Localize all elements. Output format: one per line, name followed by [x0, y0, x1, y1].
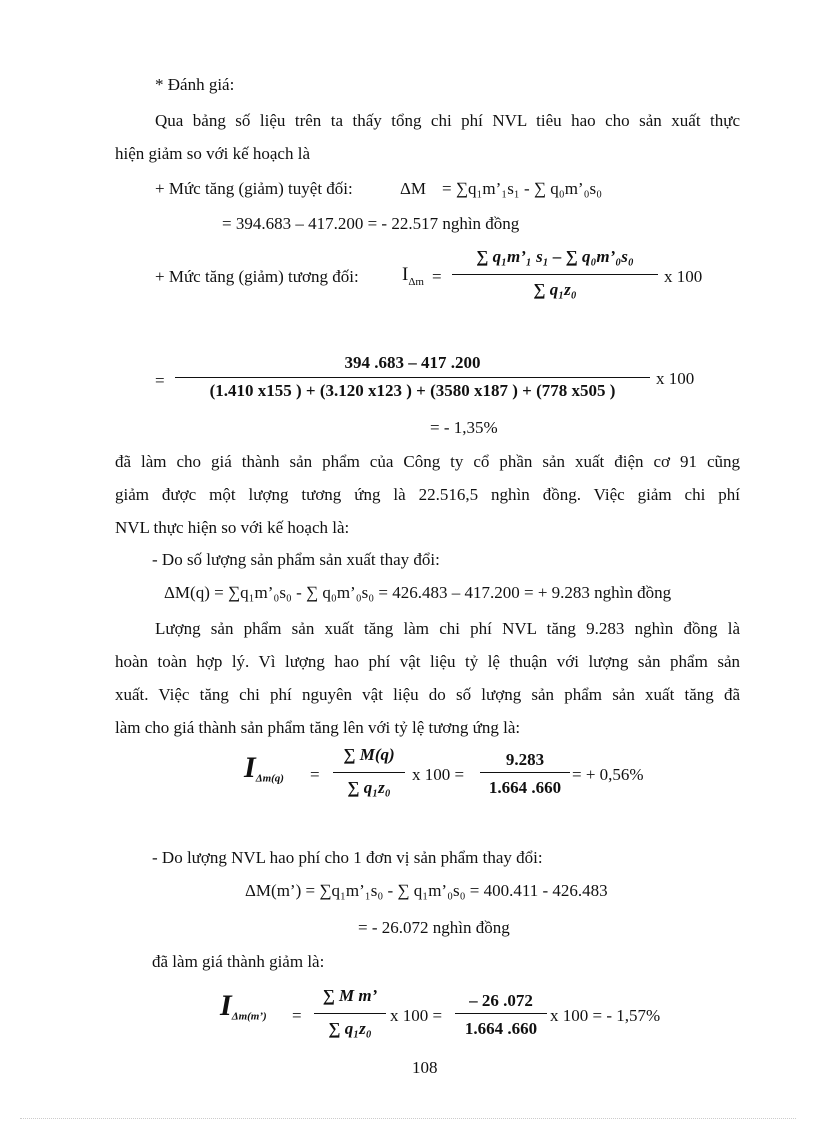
material-index-multiplier: x 100 =: [390, 1006, 443, 1025]
relative-multiplier: x 100: [664, 267, 703, 286]
quantity-formula: ΔM(q) = ∑q₁m’₀s₀ - ∑ q₀m’₀s₀ = 426.483 – 417.200 = + 9.283 nghìn đồng: [164, 583, 672, 602]
quantity-index-value-fraction-bar: [480, 772, 570, 773]
absolute-change-label: + Mức tăng (giảm) tuyệt đối:: [155, 179, 353, 198]
relative-denominator: ∑ q₁z₀: [533, 280, 577, 299]
calc-equals: =: [155, 371, 165, 390]
absolute-change-symbol: ΔM: [400, 179, 427, 198]
quantity-heading: - Do số lượng sản phẩm sản xuất thay đổi:: [152, 550, 440, 569]
quantity-index-numerator-value: 9.283: [505, 750, 545, 769]
paragraph-3-line-4: làm cho giá thành sản phẩm tăng lên với tỷ lệ tương ứng là:: [115, 718, 521, 737]
material-heading: - Do lượng NVL hao phí cho 1 đơn vị sản phẩm thay đổi:: [152, 848, 543, 867]
relative-index-symbol: $I_{\Delta m}$: [402, 264, 424, 288]
paragraph-2-line-1: đã làm cho giá thành sản phẩm của Công ty cổ phần sản xuất điện cơ 91 cũng: [115, 452, 740, 471]
calc-multiplier: x 100: [656, 369, 695, 388]
quantity-index-equals: =: [310, 765, 320, 784]
calc-numerator: 394 .683 – 417 .200: [344, 353, 481, 372]
relative-change-label: + Mức tăng (giảm) tương đối:: [155, 267, 359, 286]
quantity-index-denominator-value: 1.664 .660: [488, 778, 562, 797]
quantity-index-denominator: ∑ q₁z₀: [347, 778, 391, 797]
relative-fraction-bar: [452, 274, 658, 275]
quantity-index-numerator: ∑ M(q): [343, 745, 395, 764]
material-index-symbol: $I_{\Delta m(m’)}$: [220, 989, 267, 1023]
absolute-change-formula: = ∑q₁m’₁s₁ - ∑ q₀m’₀s₀: [442, 179, 603, 198]
material-conclusion: đã làm giá thành giảm là:: [152, 952, 325, 971]
paragraph-1-line-1: Qua bảng số liệu trên ta thấy tổng chi phí NVL tiêu hao cho sản xuất thực: [155, 111, 740, 130]
page-footer-rule: [20, 1118, 796, 1119]
material-index-denominator: ∑ q₁z₀: [328, 1019, 372, 1038]
material-index-fraction-bar: [314, 1013, 386, 1014]
material-index-denominator-value: 1.664 .660: [464, 1019, 538, 1038]
paragraph-3-line-2: hoàn toàn hợp lý. Vì lượng hao phí vật liệu tỷ lệ thuận với lượng sản phẩm sản: [115, 652, 740, 671]
absolute-change-result: = 394.683 – 417.200 = - 22.517 nghìn đồng: [222, 214, 520, 233]
quantity-index-fraction-bar: [333, 772, 405, 773]
material-formula: ΔM(m’) = ∑q₁m’₁s₀ - ∑ q₁m’₀s₀ = 400.411 - 426.483: [245, 881, 608, 900]
paragraph-1-line-2: hiện giảm so với kế hoạch là: [115, 144, 310, 163]
paragraph-3-line-1: Lượng sản phẩm sản xuất tăng làm chi phí NVL tăng 9.283 nghìn đồng là: [155, 619, 740, 638]
quantity-index-result: = + 0,56%: [572, 765, 644, 784]
quantity-index-symbol: $I_{\Delta m(q)}$: [244, 751, 284, 785]
material-index-numerator: ∑ M m’: [322, 986, 378, 1005]
material-index-result: x 100 = - 1,57%: [550, 1006, 661, 1025]
calc-result: = - 1,35%: [430, 418, 498, 437]
paragraph-2-line-2: giảm được một lượng tương ứng là 22.516,5 nghìn đồng. Việc giảm chi phí: [115, 485, 740, 504]
calc-denominator: (1.410 x155 ) + (3.120 x123 ) + (3580 x187 ) + (778 x505 ): [209, 381, 616, 400]
page-number: 108: [412, 1058, 438, 1077]
material-index-equals: =: [292, 1006, 302, 1025]
relative-numerator: ∑ q₁m’₁ s₁ – ∑ q₀m’₀s₀: [476, 247, 634, 266]
material-result: = - 26.072 nghìn đồng: [358, 918, 510, 937]
material-index-numerator-value: – 26 .072: [469, 991, 533, 1010]
relative-equals: =: [432, 267, 442, 286]
quantity-index-multiplier: x 100 =: [412, 765, 465, 784]
section-heading: * Đánh giá:: [155, 75, 235, 94]
calc-fraction-bar: [175, 377, 650, 378]
paragraph-2-line-3: NVL thực hiện so với kế hoạch là:: [115, 518, 350, 537]
paragraph-3-line-3: xuất. Việc tăng chi phí nguyên vật liệu do số lượng sản phẩm sản xuất tăng đã: [115, 685, 740, 704]
material-index-value-fraction-bar: [455, 1013, 547, 1014]
